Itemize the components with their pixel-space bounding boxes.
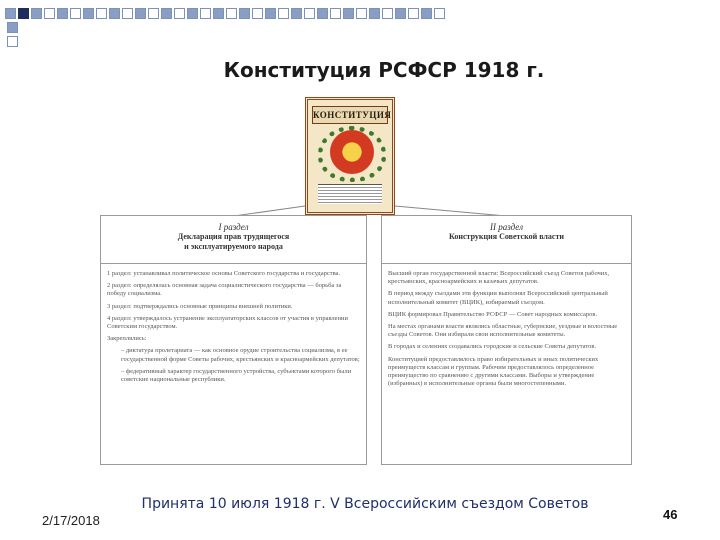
square-icon <box>135 8 146 19</box>
square-icon <box>239 8 250 19</box>
paragraph: 4 раздел: утверждалось устранение эксплуататорских классов от участия в управлении Советским государством. <box>107 314 348 331</box>
section-1-panel <box>100 215 367 465</box>
paragraph: Конституцией предоставлялось право избирательных и иных политических преимуществ классам и группам. Рабочим предоставлялось определенное преимущество по сравнению с другими классами. Выборы и утверждение (избранных) в исполнительные органы были многостепенными. <box>388 355 599 388</box>
square-icon <box>226 8 237 19</box>
page-number: 46 <box>663 507 678 522</box>
constitution-cover-image <box>305 97 395 215</box>
section-2-number: II раздел <box>490 222 523 232</box>
slide-date: 2/17/2018 <box>42 513 100 528</box>
paragraph: ВЦИК формировал Правительство РСФСР — Совет народных комиссаров. <box>388 310 598 318</box>
paragraph: 3 раздел: подтверждались основные принципы внешней политики. <box>107 302 293 310</box>
section-1-body <box>101 264 366 394</box>
square-icon <box>5 8 16 19</box>
square-icon <box>408 8 419 19</box>
section-2-panel <box>381 215 632 465</box>
square-icon <box>122 8 133 19</box>
paragraph: 2 раздел: определялась основная задача социалистического государства — борьба за победу социализма. <box>107 282 342 298</box>
decorative-squares <box>5 8 445 19</box>
square-icon <box>96 8 107 19</box>
adoption-caption: Принята 10 июля 1918 г. V Всероссийским съездом Советов <box>141 496 589 512</box>
square-icon <box>369 8 380 19</box>
paragraph: В городах и селениях создавались городские и сельские Советы депутатов. <box>388 343 597 351</box>
square-icon <box>343 8 354 19</box>
square-icon <box>7 22 18 33</box>
square-icon <box>317 8 328 19</box>
square-icon <box>278 8 289 19</box>
square-icon <box>382 8 393 19</box>
square-icon <box>7 36 18 47</box>
square-icon <box>421 8 432 19</box>
paragraph: На местах органами власти являлись областные, губернские, уездные и волостные съезды Советов. Они избирали свои исполнительные комитеты. <box>388 323 618 339</box>
section-1-number: I раздел <box>218 222 249 232</box>
section-2-header <box>382 216 631 264</box>
square-icon <box>161 8 172 19</box>
square-icon <box>434 8 445 19</box>
square-icon <box>70 8 81 19</box>
square-icon <box>187 8 198 19</box>
square-icon <box>31 8 42 19</box>
square-icon <box>291 8 302 19</box>
paragraph: В период между съездами эти функции выполнял Всероссийский центральный исполнительный комитет (ВЦИК), избираемый съездом. <box>388 290 608 306</box>
square-icon <box>18 8 29 19</box>
square-icon <box>44 8 55 19</box>
cover-title: КОНСТИТУЦИЯ <box>312 106 388 124</box>
paragraph: 1 раздел: устанавливал политическое основы Советского государства и государства. <box>107 270 341 277</box>
square-icon <box>57 8 68 19</box>
square-icon <box>148 8 159 19</box>
square-icon <box>304 8 315 19</box>
slide-title: Конституция РСФСР 1918 г. <box>223 58 545 82</box>
square-icon <box>109 8 120 19</box>
section-1-header <box>101 216 366 264</box>
section-1-title: Декларация прав трудящегося <box>177 232 290 241</box>
square-icon <box>83 8 94 19</box>
paragraph: – диктатура пролетариата — как основное орудие строительства социализма, в ее государственной форме Советы рабочих, крестьянских и красноармейских депутатов; <box>121 347 360 363</box>
square-icon <box>395 8 406 19</box>
square-icon <box>200 8 211 19</box>
paragraph: Закреплялись: <box>107 335 147 343</box>
square-icon <box>252 8 263 19</box>
section-2-body <box>382 264 631 398</box>
section-1-title-line2: и эксплуатируемого народа <box>184 242 283 251</box>
square-icon <box>265 8 276 19</box>
sun-emblem-icon <box>330 130 374 174</box>
paragraph: – федеративный характер государственного устройства, субъектами которого были советские национальные республики. <box>121 367 352 384</box>
cover-text-lines <box>318 184 382 204</box>
square-icon <box>174 8 185 19</box>
paragraph: Высший орган государственной власти: Всероссийский съезд Советов рабочих, крестьянских, красноармейских и казачьих депутатов. <box>388 270 610 286</box>
section-2-title: Конструкция Советской власти <box>448 232 565 241</box>
square-icon <box>213 8 224 19</box>
square-icon <box>356 8 367 19</box>
square-icon <box>330 8 341 19</box>
